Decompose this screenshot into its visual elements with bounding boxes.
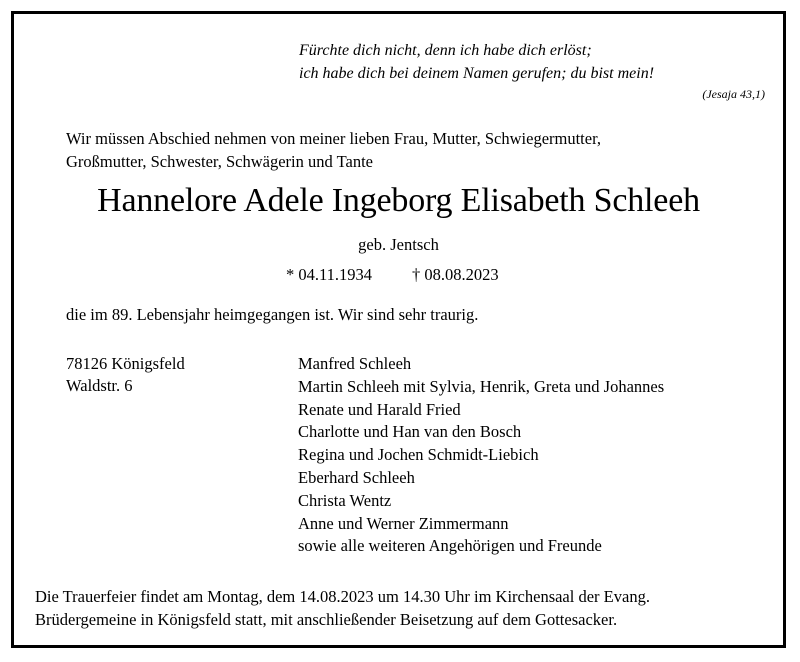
verse-line-2: ich habe dich bei deinem Namen gerufen; du bist mein!: [299, 65, 655, 82]
mourner: Eberhard Schleeh: [298, 467, 415, 487]
mourner: Charlotte und Han van den Bosch: [298, 422, 522, 442]
mourner: Christa Wentz: [298, 490, 392, 510]
intro-line-1: Wir müssen Abschied nehmen von meiner lieben Frau, Mutter, Schwiegermutter,: [66, 129, 602, 148]
age-line: die im 89. Lebensjahr heimgegangen ist. Wir sind sehr traurig.: [66, 305, 479, 324]
address-city: 78126 Königsfeld: [66, 354, 185, 373]
death-date: † 08.08.2023: [412, 265, 499, 284]
service-line-2: Brüdergemeine in Königsfeld statt, mit anschließender Beisetzung auf dem Gottesacker.: [35, 610, 618, 629]
intro-line-2: Großmutter, Schwester, Schwägerin und Tante: [66, 152, 373, 171]
verse-reference: (Jesaja 43,1): [702, 87, 765, 101]
obituary-notice: [11, 11, 786, 648]
mourner: Manfred Schleeh: [298, 354, 412, 373]
verse-line-1: Fürchte dich nicht, denn ich habe dich erlöst;: [299, 42, 592, 59]
birth-date: * 04.11.1934: [286, 265, 373, 284]
mourner: Regina und Jochen Schmidt-Liebich: [298, 445, 539, 465]
mourner: Anne und Werner Zimmermann: [298, 513, 509, 533]
deceased-name: Hannelore Adele Ingeborg Elisabeth Schleeh: [97, 182, 700, 219]
mourners-list: [298, 353, 664, 558]
mourner: Martin Schleeh mit Sylvia, Henrik, Greta und Johannes: [298, 376, 665, 396]
maiden-name: geb. Jentsch: [358, 235, 439, 254]
service-line-1: Die Trauerfeier findet am Montag, dem 14.08.2023 um 14.30 Uhr im Kirchensaal der Evang.: [35, 587, 650, 606]
mourner: Renate und Harald Fried: [298, 399, 461, 419]
address-street: Waldstr. 6: [66, 376, 133, 395]
mourner: sowie alle weiteren Angehörigen und Freunde: [298, 536, 602, 556]
